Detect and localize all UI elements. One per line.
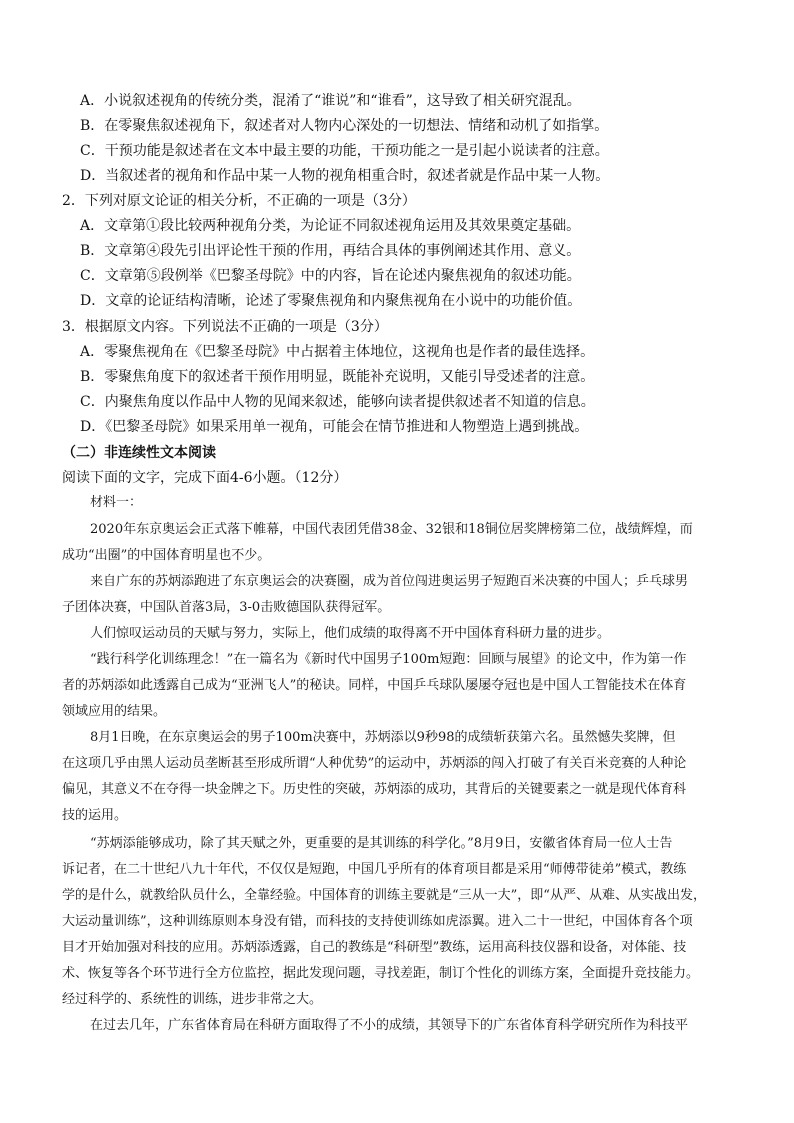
q1-option-a: A．小说叙述视角的传统分类，混淆了“谁说”和“谁看”，这导致了相关研究混乱。 bbox=[80, 93, 581, 109]
material-line: 领域应用的结果。 bbox=[62, 704, 167, 719]
q1-option-b: B．在零聚焦叙述视角下，叙述者对人物内心深处的一切想法、情绪和动机了如指掌。 bbox=[80, 118, 609, 134]
q2-stem: 2．下列对原文论证的相关分析，不正确的一项是（3分） bbox=[62, 193, 416, 209]
q3-option-d: D．《巴黎圣母院》如果采用单一视角，可能会在情节推进和人物塑造上遇到挑战。 bbox=[80, 419, 589, 435]
material-line: 子团体决赛，中国队首落3局，3-0击败德国队获得冠军。 bbox=[62, 600, 391, 615]
q2-option-b: B．文章第④段先引出评论性干预的作用，再结合具体的事例阐述其作用、意义。 bbox=[80, 243, 581, 259]
material-line: 偏见，其意义不在夺得一块金牌之下。历史性的突破，苏炳添的成功，其背后的关键要素之一就是现代体育科 bbox=[62, 782, 687, 797]
material-line: 技的运用。 bbox=[62, 808, 128, 823]
material-line: 经过科学的、系统性的训练，进步非常之大。 bbox=[62, 992, 323, 1007]
q3-option-c: C．内聚焦角度以作品中人物的见闻来叙述，能够向读者提供叙述者不知道的信息。 bbox=[80, 394, 595, 410]
material-line: 在这项几乎由黑人运动员垄断甚至形成所谓“人种优势”的运动中，苏炳添的闯入打破了有关百米竞赛的人种论 bbox=[62, 756, 687, 771]
material-line: 目才开始加强对科技的应用。苏炳添透露，自己的教练是“科研型”教练，运用高科技仪器和设备，对体能、技 bbox=[62, 940, 687, 955]
material-line: 诉记者，在二十世纪八九十年代，不仅仅是短跑，中国几乎所有的体育项目都是采用“师傅带徒弟”模式，教练 bbox=[62, 862, 687, 877]
material-line: 人们惊叹运动员的天赋与努力，实际上，他们成绩的取得离不开中国体育科研力量的进步。 bbox=[90, 626, 611, 641]
material-line: 在过去几年，广东省体育局在科研方面取得了不小的成绩，其领导下的广东省体育科学研究所作为科技平 bbox=[90, 1018, 689, 1033]
material-line: “践行科学化训练理念！”在一篇名为《新时代中国男子100m短跑：回顾与展望》的论文中，作为第一作 bbox=[90, 652, 687, 667]
q1-option-d: D．当叙述者的视角和作品中某一人物的视角相重合时，叙述者就是作品中某一人物。 bbox=[80, 168, 610, 184]
material-line: 来自广东的苏炳添跑进了东京奥运会的决赛圈，成为首位闯进奥运男子短跑百米决赛的中国人；乒乓球男 bbox=[90, 574, 689, 589]
q2-option-a: A．文章第①段比较两种视角分类，为论证不同叙述视角运用及其效果奠定基础。 bbox=[80, 218, 581, 234]
material-line: 学的是什么，就教给队员什么，全靠经验。中国体育的训练主要就是“三从一大”，即“从严、从难、从实战出发， bbox=[62, 888, 706, 903]
q3-option-a: A．零聚焦视角在《巴黎圣母院》中占据着主体地位，这视角也是作者的最佳选择。 bbox=[80, 344, 595, 360]
q3-option-b: B．零聚焦角度下的叙述者干预作用明显，既能补充说明，又能引导受述者的注意。 bbox=[80, 369, 595, 385]
material-line: 术、恢复等各个环节进行全方位监控，据此发现问题，寻找差距，制订个性化的训练方案，全面提升竞技能力。 bbox=[62, 966, 700, 981]
material-line: 2020年东京奥运会正式落下帷幕，中国代表团凭借38金、32银和18铜位居奖牌榜第二位，战绩辉煌，而 bbox=[90, 522, 693, 537]
material-line: 成功“出圈”的中国体育明星也不少。 bbox=[62, 548, 271, 563]
material-line: 8月1日晚，在东京奥运会的男子100m决赛中，苏炳添以9秒98的成绩斩获第六名。虽然憾失奖牌，但 bbox=[90, 730, 676, 745]
instruction: 阅读下面的文字，完成下面4-6小题。（12分） bbox=[62, 470, 348, 486]
q1-option-c: C．干预功能是叙述者在文本中最主要的功能，干预功能之一是引起小说读者的注意。 bbox=[80, 143, 609, 159]
q3-stem: 3．根据原文内容。下列说法不正确的一项是（3分） bbox=[62, 319, 388, 335]
material-line: “苏炳添能够成功，除了其天赋之外，更重要的是其训练的科学化。”8月9日，安徽省体育局一位人士告 bbox=[90, 836, 673, 851]
material-label: 材料一： bbox=[90, 495, 143, 510]
section-heading: （二）非连续性文本阅读 bbox=[62, 445, 216, 461]
material-line: 大运动量训练”，这种训练原则本身没有错，而科技的支持使训练如虎添翼。进入二十一世纪，中国体育各个项 bbox=[62, 914, 693, 929]
q2-option-c: C．文章第⑤段例举《巴黎圣母院》中的内容，旨在论述内聚焦视角的叙述功能。 bbox=[80, 268, 581, 284]
material-line: 者的苏炳添如此透露自己成为“亚洲飞人”的秘诀。同样，中国乒乓球队屡屡夺冠也是中国人工智能技术在体育 bbox=[62, 678, 687, 693]
q2-option-d: D．文章的论证结构清晰，论述了零聚焦视角和内聚焦视角在小说中的功能价值。 bbox=[80, 293, 582, 309]
